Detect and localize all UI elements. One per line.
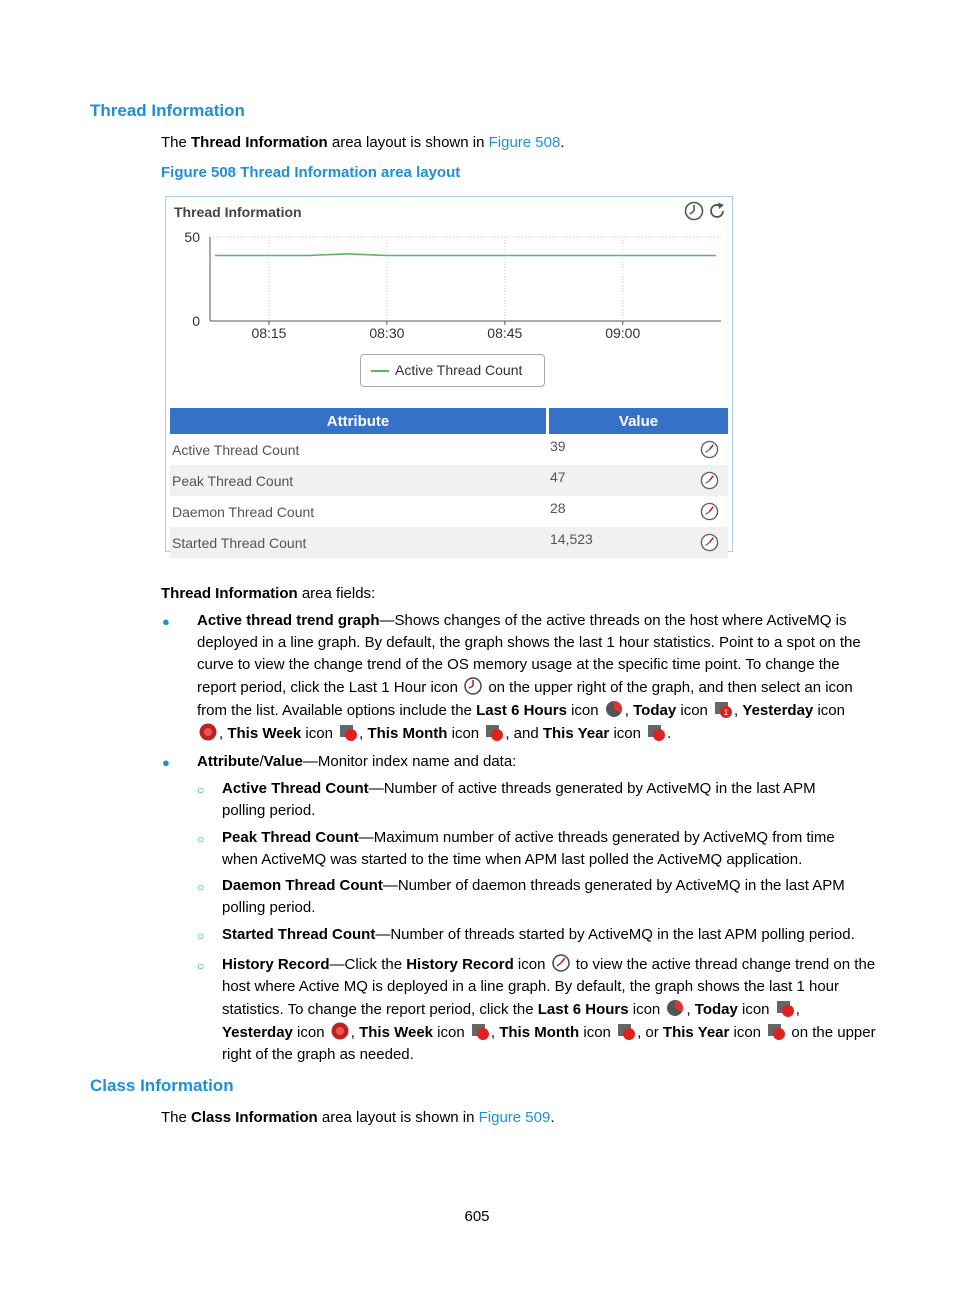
yesterday-icon xyxy=(198,722,218,742)
bullet1-line1: —Shows changes of the active threads on the host where ActiveMQ is xyxy=(379,612,847,629)
last-6-hours-icon xyxy=(665,998,685,1018)
sub-bullet-circle: ○ xyxy=(197,880,205,894)
y-tick-label-50: 50 xyxy=(184,229,200,245)
svg-text:1: 1 xyxy=(723,708,729,717)
sub-peak-thread-count xyxy=(222,827,835,871)
bullet1-line5d: , xyxy=(624,702,634,719)
class-intro-mid: area layout is shown in xyxy=(317,1109,479,1126)
section-heading-thread-information: Thread Information xyxy=(90,101,245,120)
sub5-line1c: icon xyxy=(513,956,550,973)
intro-text: The xyxy=(161,134,192,151)
page-number: 605 xyxy=(464,1208,490,1225)
sub5-yesterday: Yesterday xyxy=(222,1024,293,1041)
figure-508-link[interactable]: Figure 508 xyxy=(488,134,561,151)
class-intro-bold: Class Information xyxy=(191,1109,318,1126)
sub5-line1a: —Click the xyxy=(329,956,407,973)
this-month-icon xyxy=(616,1021,636,1041)
sub5-line5: right of the graph as needed. xyxy=(222,1046,414,1063)
sub5-line4h: icon xyxy=(579,1024,616,1041)
x-tick-label: 08:45 xyxy=(487,325,523,341)
table-row xyxy=(170,465,728,496)
sub-bullet-circle: ○ xyxy=(197,929,205,943)
attribute-cell: Peak Thread Count xyxy=(172,472,294,489)
figure-509-link[interactable]: Figure 509 xyxy=(478,1109,551,1126)
x-tick-label: 09:00 xyxy=(605,325,641,341)
bullet1-yesterday: Yesterday xyxy=(742,702,814,719)
bullet1-thisweek: This Week xyxy=(227,725,302,742)
yesterday-icon xyxy=(330,1021,350,1041)
sub5-line3a: statistics. To change the report period, click the xyxy=(222,1001,538,1018)
history-record-icon xyxy=(551,953,571,973)
sub5-thisweek: This Week xyxy=(359,1024,434,1041)
intro-text-mid: area layout is shown in xyxy=(327,134,489,151)
sub5-today: Today xyxy=(694,1001,738,1018)
sub2-line2: when ActiveMQ was started to the time when APM last polled the ActiveMQ application. xyxy=(222,851,803,868)
attribute-value-table xyxy=(170,408,728,558)
sub4-bold: Started Thread Count xyxy=(222,926,376,943)
last-6-hours-icon xyxy=(604,699,624,719)
intro-bold: Thread Information xyxy=(191,134,328,151)
value-column-header: Value xyxy=(549,408,728,434)
bullet1-line6g: , and xyxy=(505,725,543,742)
y-tick-label-0: 0 xyxy=(192,313,200,329)
bullet1-line5c: icon xyxy=(566,702,603,719)
bullet-attribute-value xyxy=(197,751,516,773)
figure-caption: Figure 508 Thread Information area layout xyxy=(161,164,461,181)
history-record-icon[interactable] xyxy=(700,533,719,552)
sub4-line1: —Number of threads started by ActiveMQ in the last APM polling period. xyxy=(375,926,855,943)
table-row xyxy=(170,527,728,558)
active-thread-count-series-line[interactable] xyxy=(215,254,716,256)
sub5-line3d: , xyxy=(686,1001,695,1018)
last-1-hour-clock-icon[interactable] xyxy=(684,201,704,221)
bullet1-last6hours: Last 6 Hours xyxy=(476,702,567,719)
legend-label: Active Thread Count xyxy=(395,362,523,378)
sub5-line1d: to view the active thread change trend on the xyxy=(571,956,876,973)
sub-bullet-circle: ○ xyxy=(197,783,205,797)
table-row xyxy=(170,434,728,465)
x-tick-label: 08:30 xyxy=(369,325,405,341)
value-cell xyxy=(549,527,728,558)
thread-information-panel xyxy=(165,196,733,552)
today-icon xyxy=(775,998,795,1018)
section-heading-class-information: Class Information xyxy=(90,1076,234,1095)
sub5-line3g: , xyxy=(795,1001,800,1018)
bullet-active-thread-trend-graph xyxy=(197,610,861,745)
refresh-icon[interactable] xyxy=(707,201,727,221)
value-text: 39 xyxy=(550,438,566,454)
value-text: 28 xyxy=(550,500,566,516)
this-year-icon xyxy=(646,722,666,742)
sub-daemon-thread-count xyxy=(222,875,845,919)
this-week-icon xyxy=(338,722,358,742)
sub5-line4i: , or xyxy=(637,1024,663,1041)
class-intro-paragraph xyxy=(161,1107,555,1129)
value-text: 14,523 xyxy=(550,531,593,547)
sub5-thismonth: This Month xyxy=(499,1024,580,1041)
bullet2-value: Value xyxy=(263,753,303,770)
bullet1-line6a: , xyxy=(219,725,228,742)
sub1-bold: Active Thread Count xyxy=(222,780,369,797)
bullet1-line6d: , xyxy=(359,725,368,742)
sub5-history-record: History Record xyxy=(406,956,514,973)
history-record-icon[interactable] xyxy=(700,471,719,490)
sub2-line1: —Maximum number of active threads generated by ActiveMQ from time xyxy=(358,829,835,846)
sub5-line4b: icon xyxy=(292,1024,329,1041)
bullet1-today: Today xyxy=(633,702,677,719)
sub-started-thread-count xyxy=(222,924,855,946)
sub3-line1: —Number of daemon threads generated by ActiveMQ in the last APM xyxy=(382,877,845,894)
last-1-hour-icon xyxy=(463,676,483,696)
bullet1-line4: report period, click the Last 1 Hour icon xyxy=(197,679,458,696)
this-week-icon xyxy=(470,1021,490,1041)
attribute-cell: Daemon Thread Count xyxy=(172,503,315,520)
sub-bullet-circle: ○ xyxy=(197,832,205,846)
fields-heading-text: area fields: xyxy=(297,585,376,602)
sub1-line1: —Number of active threads generated by ActiveMQ in the last APM xyxy=(368,780,816,797)
sub5-line2: host where Active MQ is deployed in a line graph. By default, the graph shows the last 1 hour xyxy=(222,978,840,995)
sub3-line2: polling period. xyxy=(222,899,316,916)
value-text: 47 xyxy=(550,469,566,485)
bullet1-line2: deployed in a line graph. By default, the graph shows the last 1 hour statistics. Point to a spot on the xyxy=(197,634,861,651)
value-cell xyxy=(549,496,728,527)
bullet1-bold: Active thread trend graph xyxy=(197,612,380,629)
bullet2-text: —Monitor index name and data: xyxy=(302,753,517,770)
bullet2-slash: / xyxy=(259,753,264,770)
chart-legend[interactable] xyxy=(360,354,545,387)
fields-heading xyxy=(161,583,375,605)
this-year-icon xyxy=(766,1021,786,1041)
bullet1-line6f: icon xyxy=(447,725,484,742)
sub5-line4e: icon xyxy=(433,1024,469,1041)
sub5-line3c: icon xyxy=(628,1001,665,1018)
graph-grid xyxy=(210,237,721,321)
sub5-line3f: icon xyxy=(737,1001,774,1018)
legend-swatch xyxy=(371,370,389,372)
attribute-cell: Active Thread Count xyxy=(172,441,300,458)
bullet1-line5a: from the list. Available options include the xyxy=(197,702,477,719)
table-row xyxy=(170,496,728,527)
bullet-dot: ● xyxy=(162,614,170,629)
bullet1-line4b: on the upper right of the graph, and then select an icon xyxy=(488,679,853,696)
fields-heading-bold: Thread Information xyxy=(161,585,298,602)
sub5-last6hours: Last 6 Hours xyxy=(537,1001,629,1018)
class-intro-text: The xyxy=(161,1109,192,1126)
bullet1-line5i: icon xyxy=(813,702,845,719)
intro-paragraph xyxy=(161,132,565,154)
bullet1-line5f: icon xyxy=(676,702,713,719)
sub5-line4f: , xyxy=(490,1024,500,1041)
attribute-cell: Started Thread Count xyxy=(172,534,307,551)
bullet-dot: ● xyxy=(162,755,170,770)
value-cell xyxy=(549,434,728,465)
sub5-line4l: on the upper xyxy=(787,1024,876,1041)
history-record-icon[interactable] xyxy=(700,502,719,521)
sub5-thisyear: This Year xyxy=(662,1024,730,1041)
sub-bullet-circle: ○ xyxy=(197,959,205,973)
bullet1-thisyear: This Year xyxy=(542,725,610,742)
sub5-line4k: icon xyxy=(729,1024,766,1041)
bullet2-attribute: Attribute xyxy=(197,753,260,770)
sub1-line2: polling period. xyxy=(222,802,316,819)
bullet1-line3: curve to view the change trend of the OS memory usage at the specific time point. To change the xyxy=(197,656,840,673)
this-month-icon xyxy=(484,722,504,742)
active-thread-line-graph xyxy=(166,222,732,352)
bullet1-thismonth: This Month xyxy=(367,725,448,742)
history-record-icon[interactable] xyxy=(700,440,719,459)
sub2-bold: Peak Thread Count xyxy=(222,829,359,846)
today-icon xyxy=(713,699,733,719)
attribute-column-header: Attribute xyxy=(170,408,546,434)
intro-text-end: . xyxy=(560,134,565,151)
sub-history-record xyxy=(222,953,876,1066)
bullet1-line6i: icon xyxy=(609,725,646,742)
sub5-bold: History Record xyxy=(222,956,330,973)
panel-title: Thread Information xyxy=(174,204,302,220)
bullet1-line5g: , xyxy=(734,702,743,719)
x-tick-labels xyxy=(251,321,640,341)
class-intro-end: . xyxy=(550,1109,555,1126)
x-tick-label: 08:15 xyxy=(251,325,287,341)
bullet1-line6j: . xyxy=(667,725,672,742)
bullet1-line6c: icon xyxy=(301,725,338,742)
value-cell xyxy=(549,465,728,496)
sub5-line4c: , xyxy=(350,1024,360,1041)
sub3-bold: Daemon Thread Count xyxy=(222,877,383,894)
sub-active-thread-count xyxy=(222,778,816,822)
